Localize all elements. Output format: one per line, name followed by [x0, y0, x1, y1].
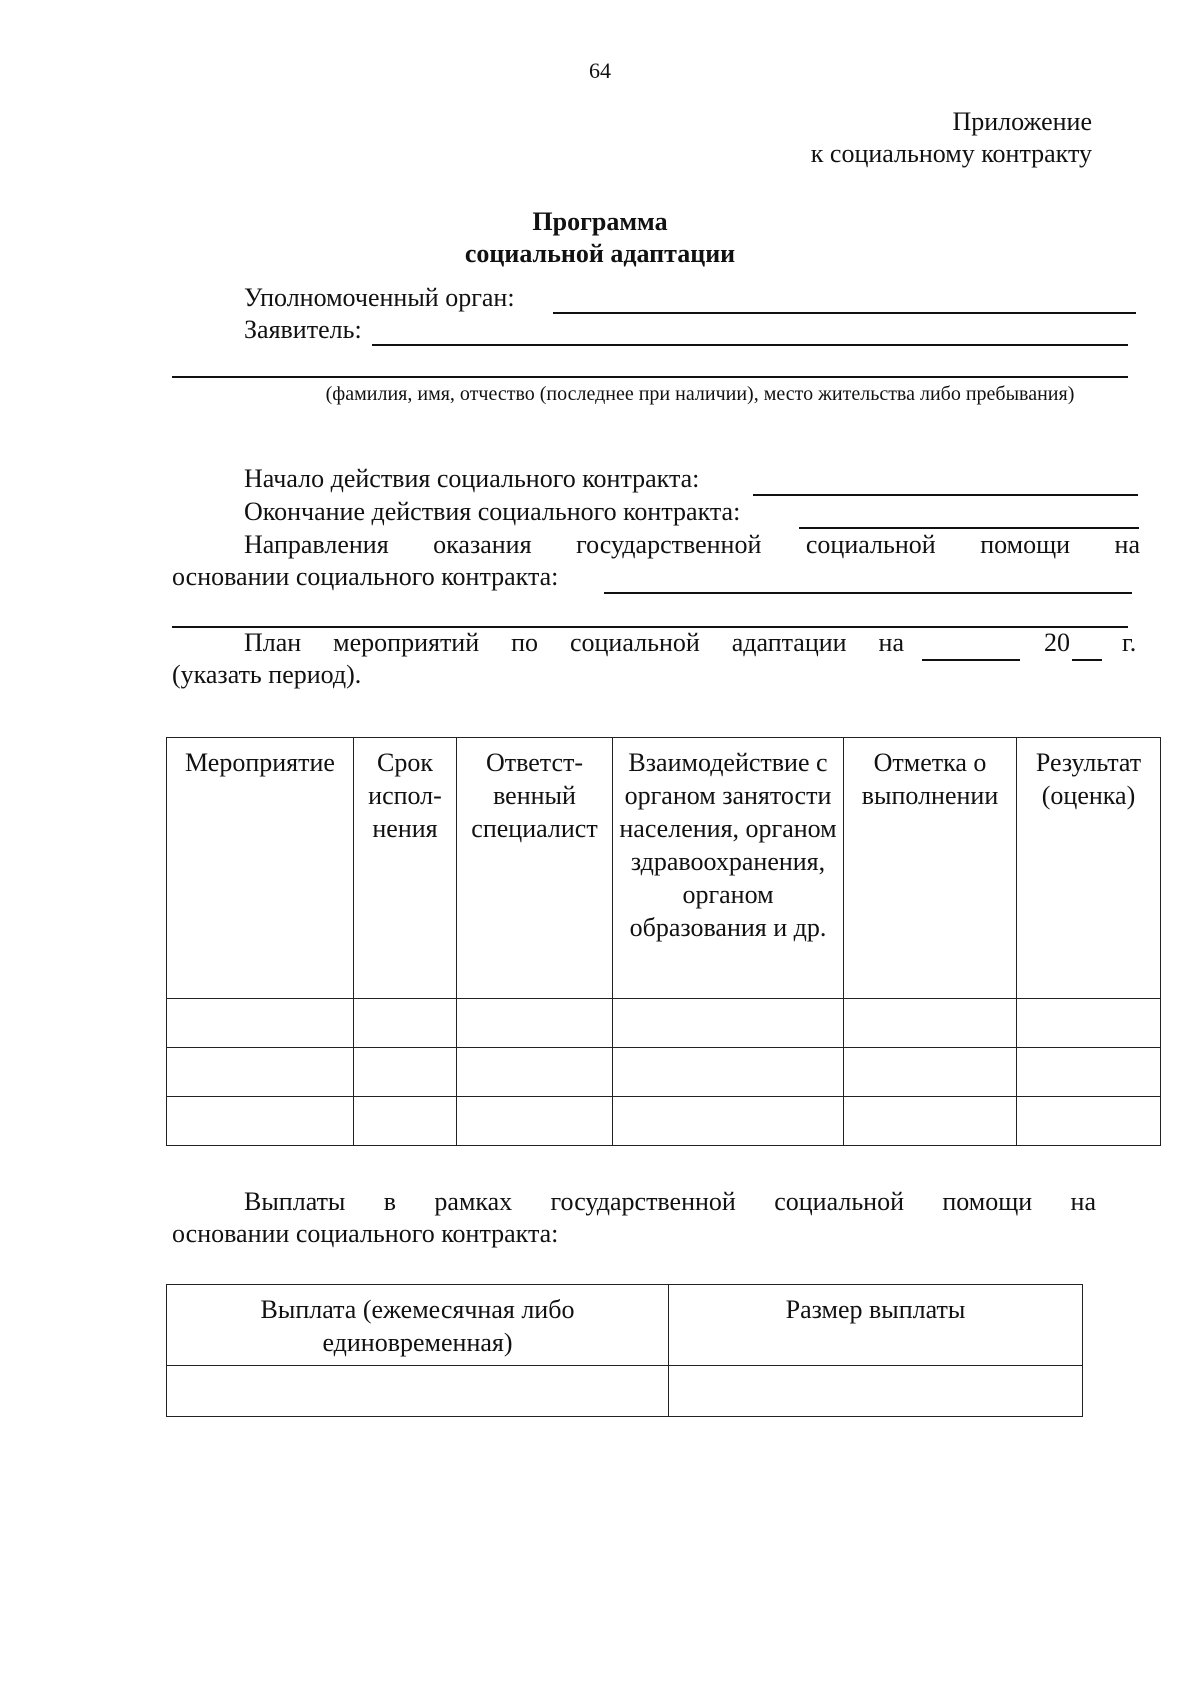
document-title-line-2: социальной адаптации: [464, 239, 736, 268]
plan-period-hint: (указать период).: [172, 660, 362, 689]
payments-table-header-row: [167, 1285, 1083, 1366]
contract-start-fill-line[interactable]: [753, 494, 1138, 496]
authorized-body-label: Уполномоченный орган:: [244, 283, 515, 312]
contract-start-label: Начало действия социального контракта:: [244, 464, 700, 493]
table-row: [167, 999, 1161, 1048]
table-cell[interactable]: [457, 999, 613, 1048]
table-cell[interactable]: [613, 1097, 844, 1146]
contract-end-label: Окончание действия социального контракта:: [244, 497, 741, 526]
col-header-deadline: Срок испол-нения: [354, 738, 457, 999]
applicant-fill-line[interactable]: [372, 344, 1128, 346]
plan-year-fill-line[interactable]: [1072, 659, 1102, 661]
col-header-interaction: Взаимодействие с органом занятости населения, органом здравоохранения, органом образования и др.: [613, 738, 844, 999]
payments-intro-line-2: основании социального контракта:: [172, 1219, 559, 1248]
payments-table: [166, 1284, 1083, 1417]
plan-year-prefix: 20: [1044, 628, 1070, 657]
document-title-line-1: Программа: [532, 207, 668, 236]
table-cell[interactable]: [354, 1048, 457, 1097]
applicant-details-fill-line[interactable]: [172, 376, 1128, 378]
applicant-label: Заявитель:: [244, 315, 362, 344]
plan-period-fill-line[interactable]: [922, 659, 1020, 661]
table-cell[interactable]: [354, 999, 457, 1048]
col-header-payment-type: Выплата (ежемесячная либо единовременная): [167, 1285, 669, 1366]
table-cell[interactable]: [1017, 1097, 1161, 1146]
plan-table: [166, 737, 1161, 1146]
col-header-completion-mark: Отметка о выполнении: [844, 738, 1017, 999]
table-cell[interactable]: [354, 1097, 457, 1146]
table-cell[interactable]: [844, 1048, 1017, 1097]
col-header-responsible: Ответст-венный специалист: [457, 738, 613, 999]
payments-intro-line-1: Выплаты в рамках государственной социальной помощи на: [244, 1187, 1096, 1216]
table-cell[interactable]: [613, 1048, 844, 1097]
table-cell[interactable]: [613, 999, 844, 1048]
contract-end-fill-line[interactable]: [799, 527, 1139, 529]
directions-fill-line[interactable]: [604, 592, 1132, 594]
plan-period-text: План мероприятий по социальной адаптации на: [244, 628, 904, 657]
page-number: 64: [589, 58, 611, 83]
annex-line-2: к социальному контракту: [810, 139, 1092, 168]
table-cell[interactable]: [167, 1048, 354, 1097]
authorized-body-fill-line[interactable]: [553, 312, 1136, 314]
plan-year-suffix: г.: [1122, 628, 1137, 657]
table-cell[interactable]: [167, 999, 354, 1048]
applicant-caption: (фамилия, имя, отчество (последнее при наличии), место жительства либо пребывания): [325, 383, 1075, 405]
table-cell[interactable]: [844, 1097, 1017, 1146]
table-row: [167, 1097, 1161, 1146]
col-header-result: Результат (оценка): [1017, 738, 1161, 999]
plan-table-header-row: [167, 738, 1161, 999]
annex-line-1: Приложение: [952, 107, 1092, 136]
table-cell[interactable]: [1017, 999, 1161, 1048]
table-row: [167, 1048, 1161, 1097]
table-cell[interactable]: [1017, 1048, 1161, 1097]
table-cell[interactable]: [669, 1366, 1083, 1417]
col-header-activity: Мероприятие: [167, 738, 354, 999]
table-cell[interactable]: [167, 1097, 354, 1146]
table-row: [167, 1366, 1083, 1417]
table-cell[interactable]: [457, 1097, 613, 1146]
table-cell[interactable]: [457, 1048, 613, 1097]
directions-text-line-1: Направления оказания государственной социальной помощи на: [244, 530, 1140, 559]
table-cell[interactable]: [167, 1366, 669, 1417]
directions-text-line-2: основании социального контракта:: [172, 562, 559, 591]
table-cell[interactable]: [844, 999, 1017, 1048]
col-header-payment-amount: Размер выплаты: [669, 1285, 1083, 1366]
